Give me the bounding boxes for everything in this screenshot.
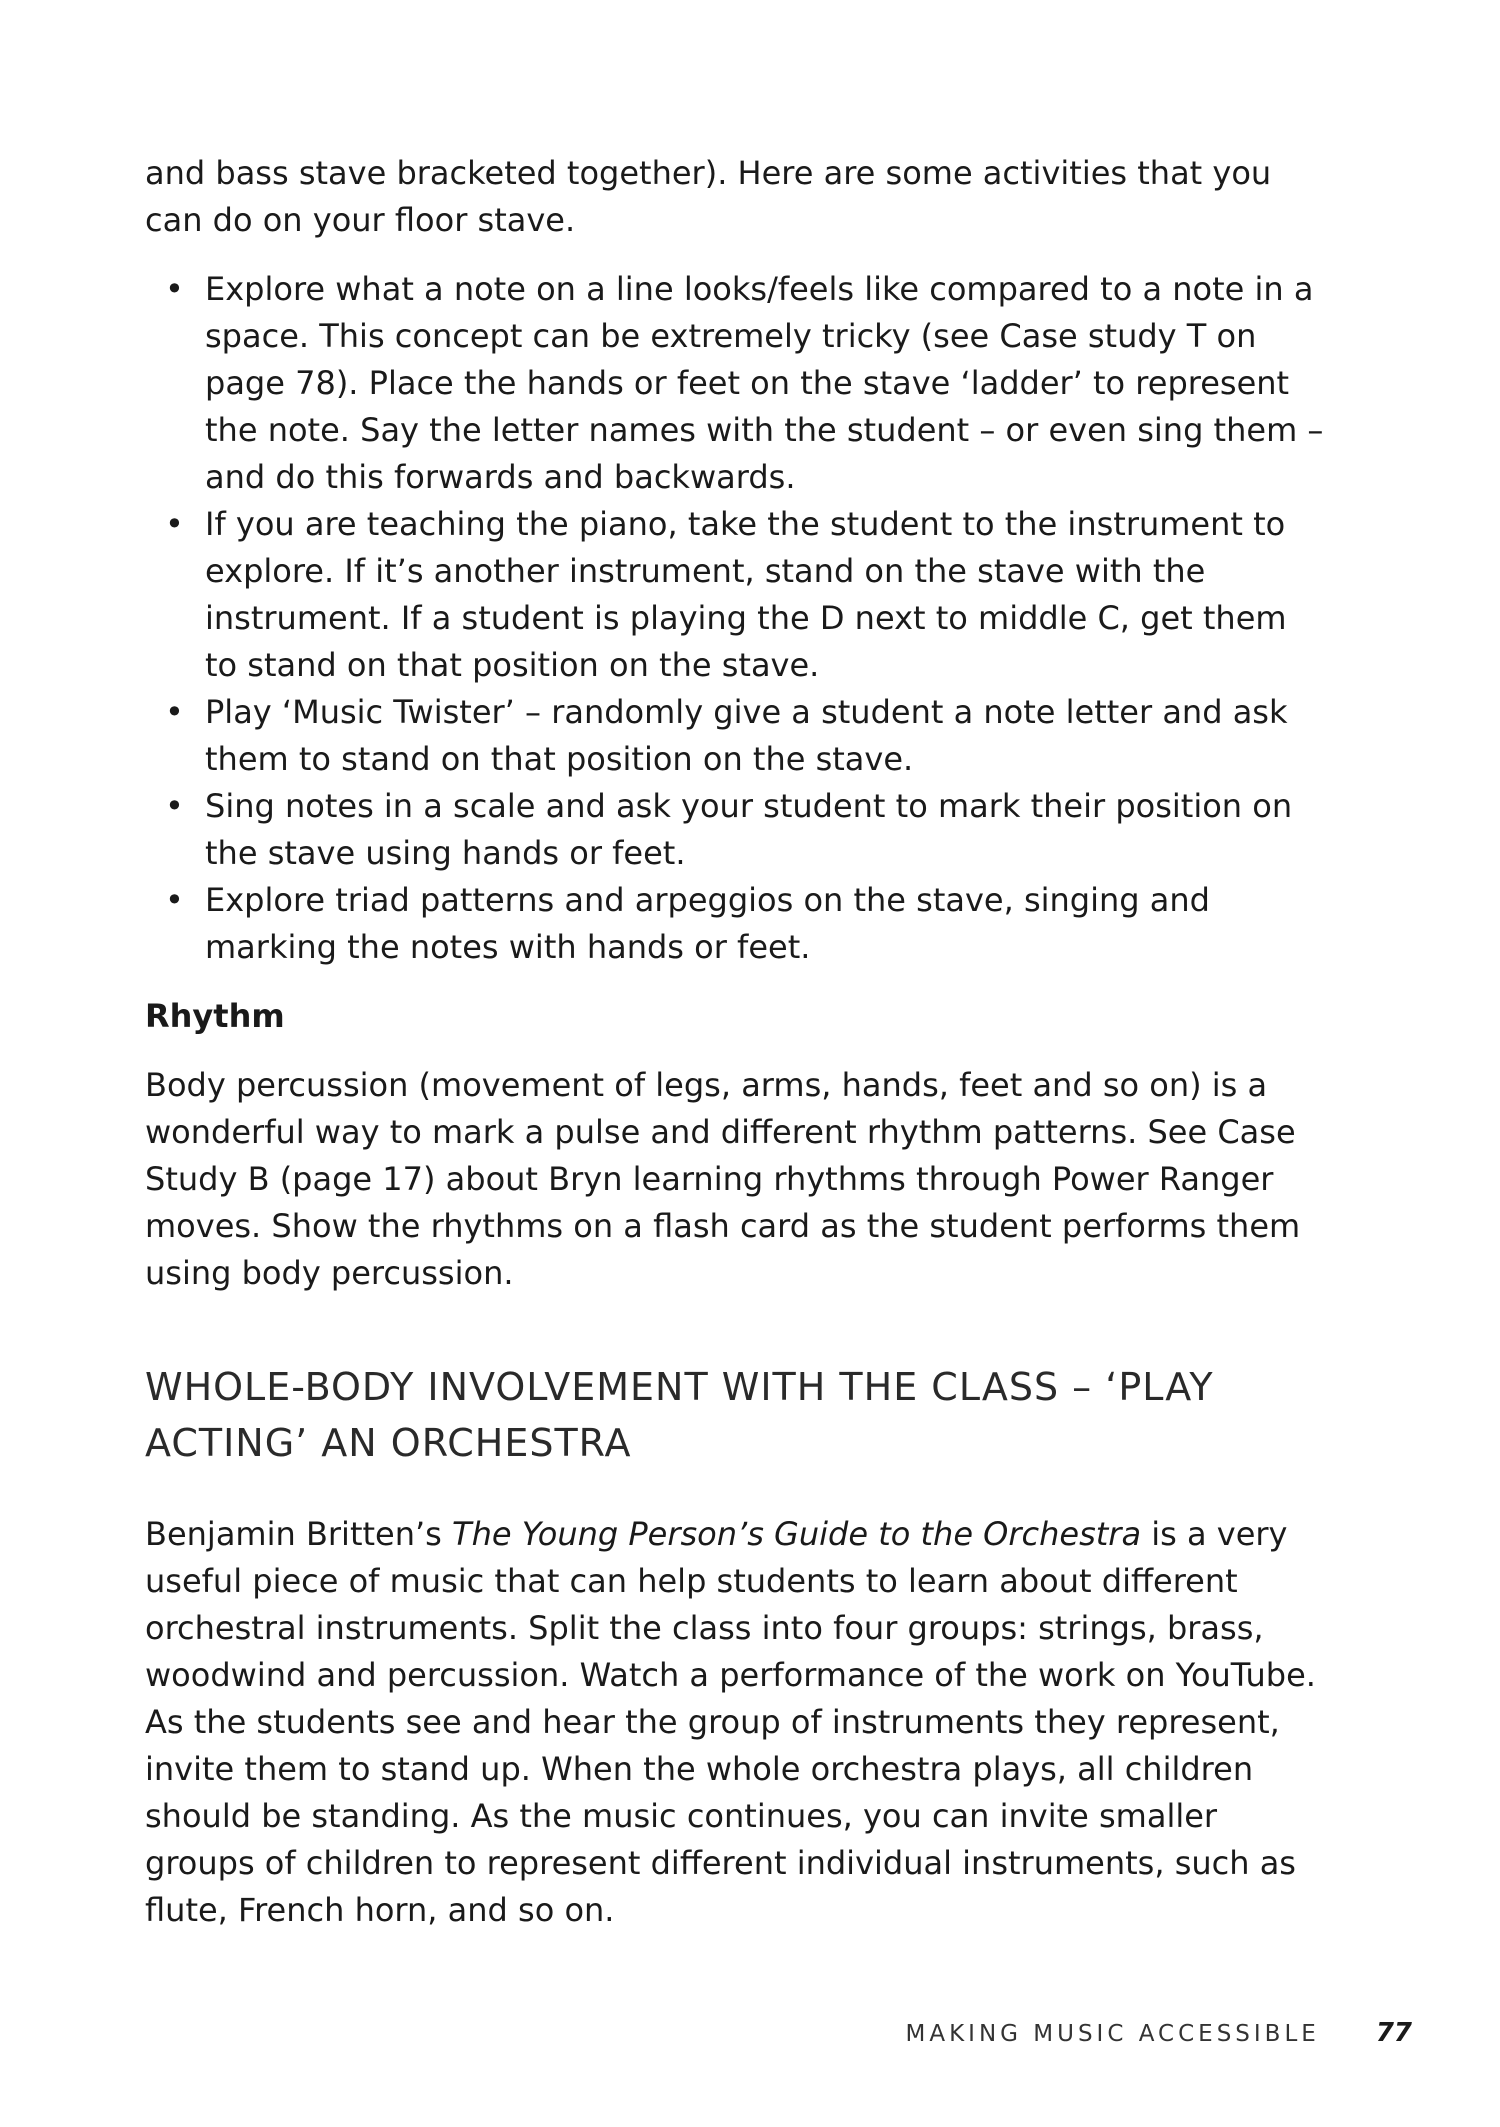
list-item: • Sing notes in a scale and ask your student to mark their position on the stave using hands or feet. (145, 783, 1325, 877)
paragraph-text-end: is a very useful piece of music that can help students to learn about different orchestral instruments. Split the class into four groups: strings, brass, woodwind and percussion. Watch a performance of the work on YouTube. As the students see and hear the group of instruments they represent, invite them to stand up. When the whole orchestra plays, all children should be standing. As the music continues, you can invite smaller groups of children to represent different individual instruments, such as flute, French horn, and so on. (145, 1515, 1316, 1929)
orchestra-paragraph (145, 1511, 1325, 1934)
intro-paragraph: and bass stave bracketed together). Here are some activities that you can do on your floor stave. (145, 154, 1272, 239)
paragraph-text-start: Benjamin Britten’s (145, 1515, 453, 1553)
work-title: The Young Person’s Guide to the Orchestra (452, 1515, 1142, 1553)
list-item: • Play ‘Music Twister’ – randomly give a student a note letter and ask them to stand on that position on the stave. (145, 689, 1325, 783)
running-head: MAKING MUSIC ACCESSIBLE (905, 2021, 1320, 2047)
activity-list (145, 266, 1325, 971)
page-number: 77 (1375, 2018, 1412, 2048)
page-footer (906, 2018, 1413, 2048)
page-content (145, 150, 1325, 1934)
list-item: • Explore triad patterns and arpeggios on the stave, singing and marking the notes with hands or feet. (145, 877, 1325, 971)
rhythm-heading: Rhythm (145, 997, 285, 1035)
list-item: • If you are teaching the piano, take the student to the instrument to explore. If it’s another instrument, stand on the stave with the instrument. If a student is playing the D next to middle C, get them to stand on that position on the stave. (145, 501, 1325, 689)
rhythm-paragraph: Body percussion (movement of legs, arms, hands, feet and so on) is a wonderful way to mark a pulse and different rhythm patterns. See Case Study B (page 17) about Bryn learning rhythms through Power Ranger moves. Show the rhythms on a flash card as the student performs them using body percussion. (145, 1066, 1301, 1292)
list-item: • Explore what a note on a line looks/feels like compared to a note in a space. This concept can be extremely tricky (see Case study T on page 78). Place the hands or feet on the stave ‘ladder’ to represent the note. Say the letter names with the student – or even sing them – and do this forwards and backwards. (145, 266, 1325, 501)
section-heading: WHOLE-BODY INVOLVEMENT WITH THE CLASS – ‘PLAY ACTING’ AN ORCHESTRA (145, 1365, 1214, 1465)
